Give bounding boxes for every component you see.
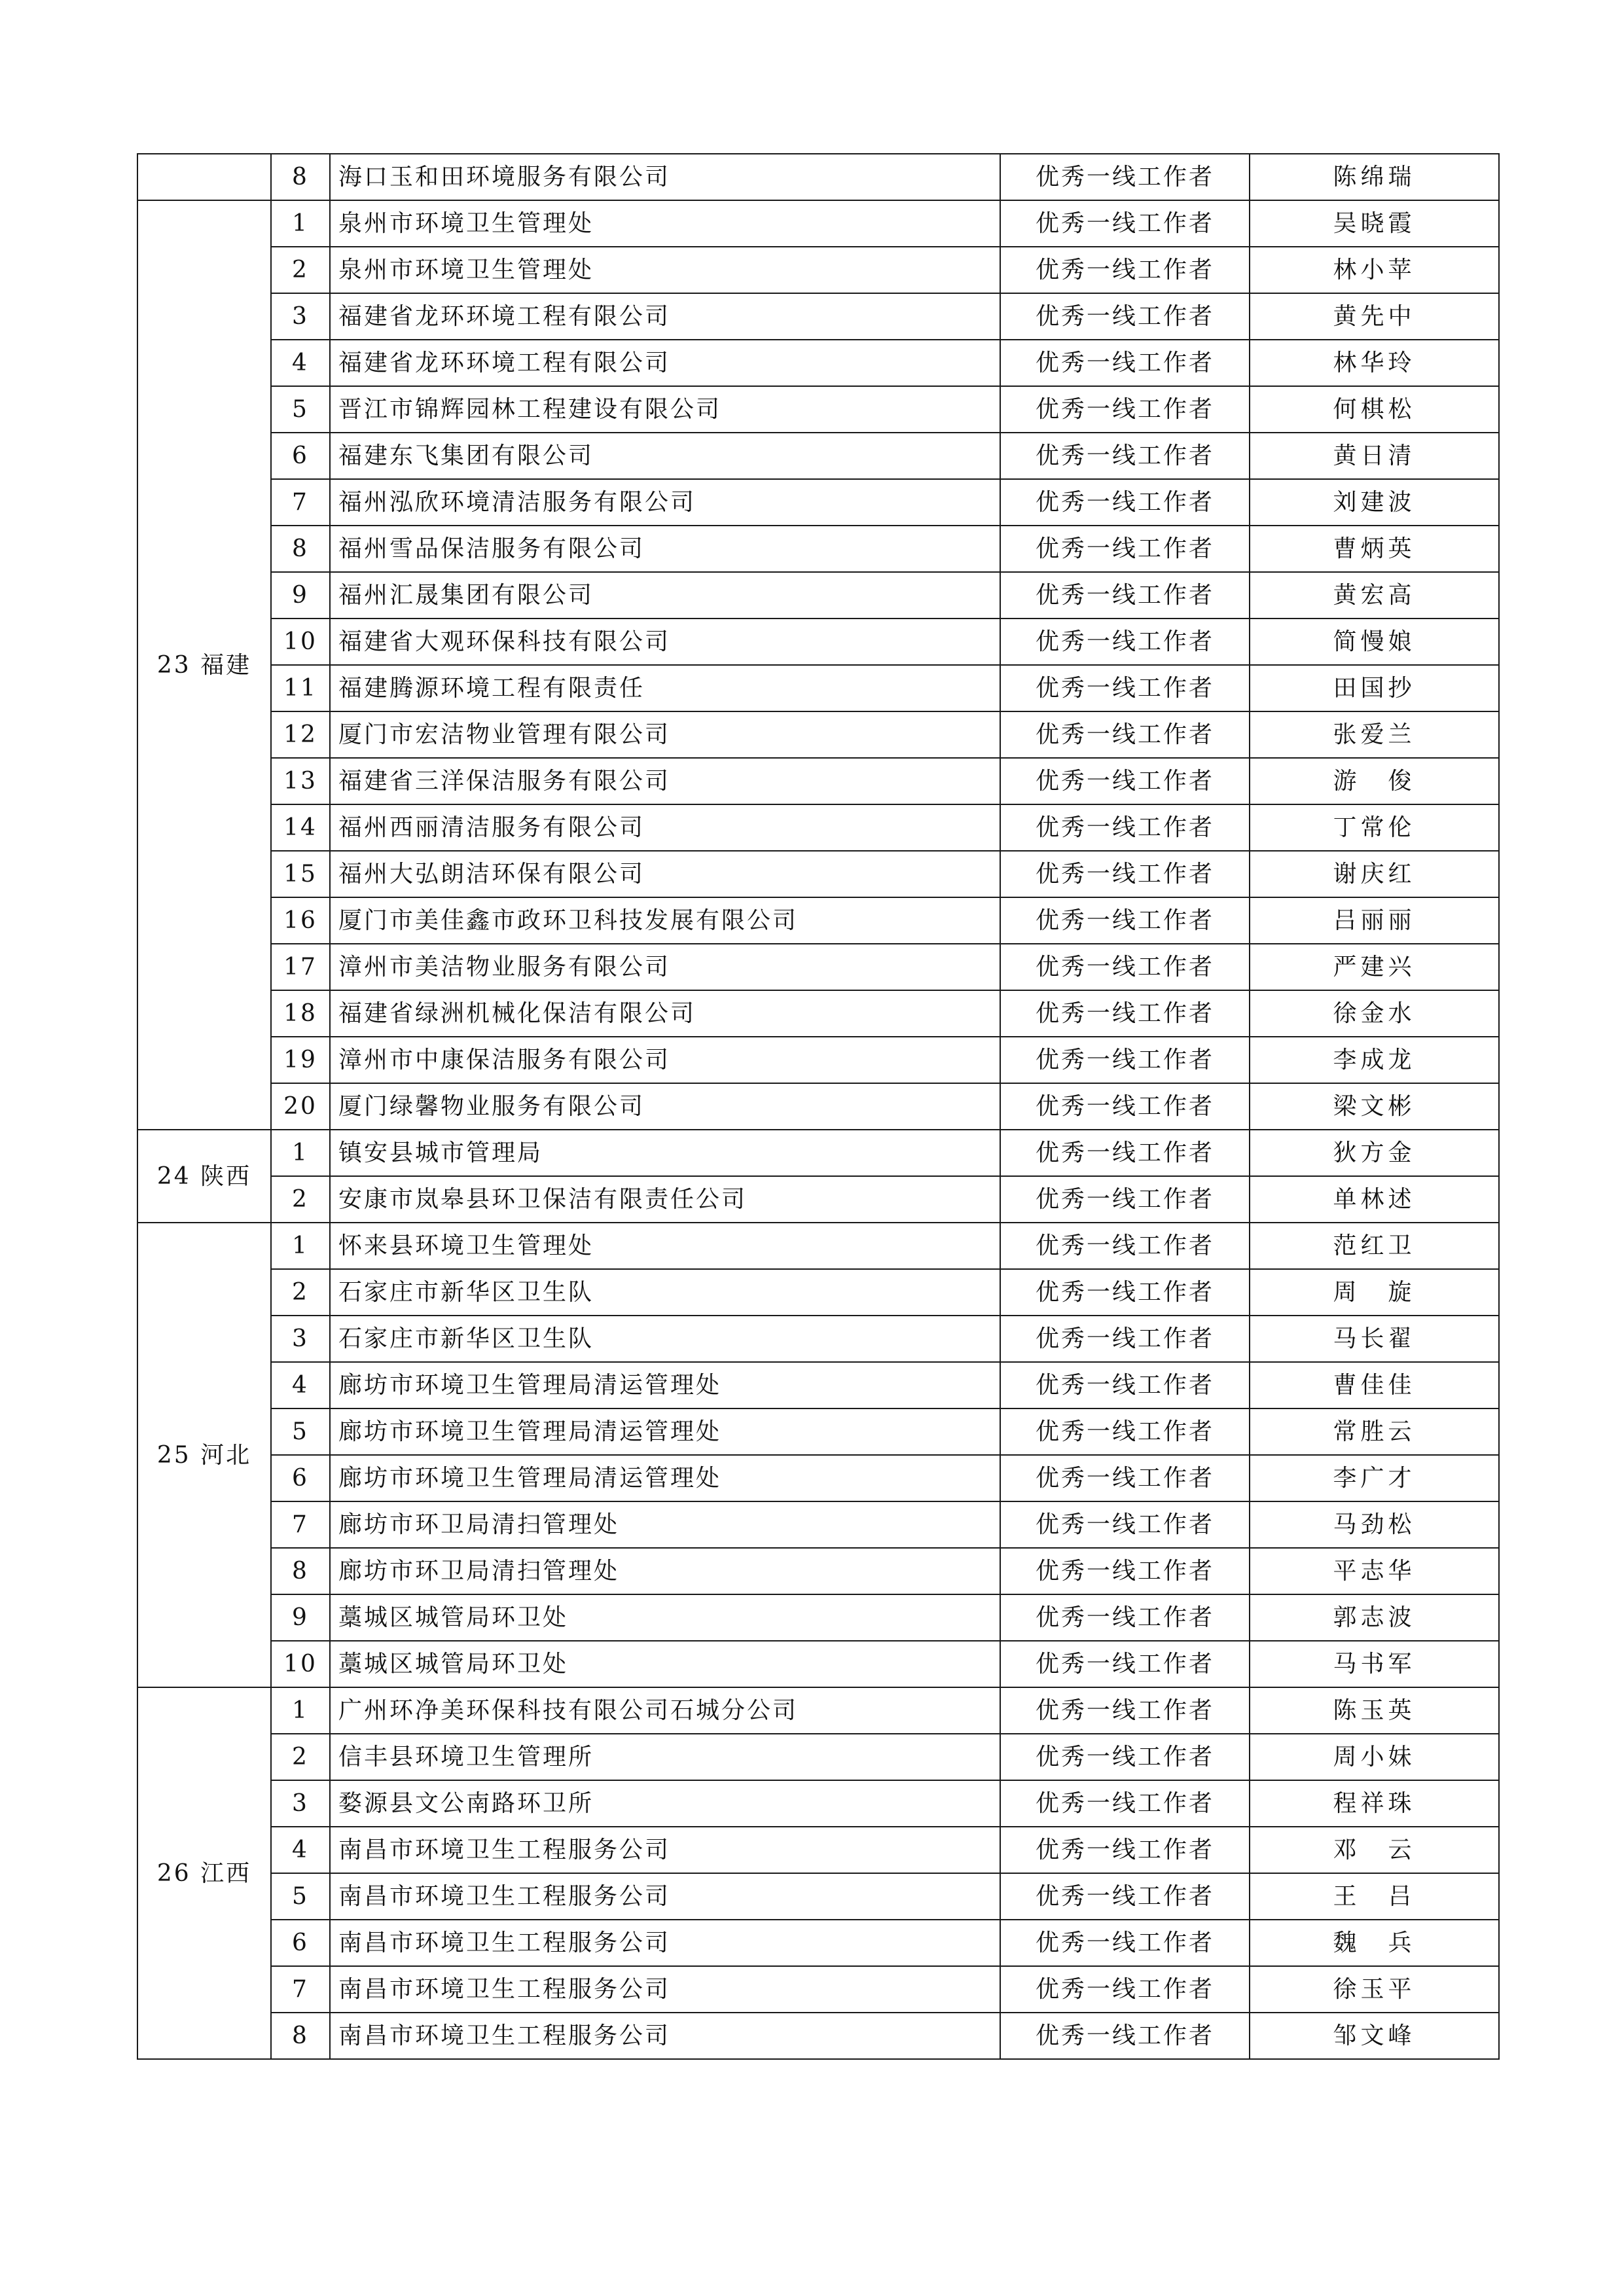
table-row (137, 804, 1499, 851)
row-number: 1 (271, 200, 330, 247)
table-row (137, 1083, 1499, 1130)
award-title: 优秀一线工作者 (1000, 944, 1250, 990)
organization-name: 廊坊市环卫局清扫管理处 (330, 1501, 1000, 1548)
award-title: 优秀一线工作者 (1000, 851, 1250, 897)
award-title: 优秀一线工作者 (1000, 990, 1250, 1037)
row-number: 7 (271, 479, 330, 526)
row-number: 6 (271, 1920, 330, 1966)
row-number: 3 (271, 1316, 330, 1362)
recipient-name: 陈绵瑞 (1250, 154, 1499, 200)
recipient-name: 丁常伦 (1250, 804, 1499, 851)
province-cell: 23 福建 (137, 200, 271, 1130)
organization-name: 南昌市环境卫生工程服务公司 (330, 1873, 1000, 1920)
row-number: 8 (271, 526, 330, 572)
table-row (137, 1687, 1499, 1734)
organization-name: 镇安县城市管理局 (330, 1130, 1000, 1176)
row-number: 1 (271, 1223, 330, 1269)
organization-name: 婺源县文公南路环卫所 (330, 1780, 1000, 1827)
organization-name: 南昌市环境卫生工程服务公司 (330, 1827, 1000, 1873)
recipient-name: 张爱兰 (1250, 711, 1499, 758)
province-cell (137, 154, 271, 200)
recipient-name: 郭志波 (1250, 1594, 1499, 1641)
table-row (137, 897, 1499, 944)
award-title: 优秀一线工作者 (1000, 1083, 1250, 1130)
award-title: 优秀一线工作者 (1000, 804, 1250, 851)
row-number: 5 (271, 1873, 330, 1920)
recipient-name: 陈玉英 (1250, 1687, 1499, 1734)
award-title: 优秀一线工作者 (1000, 1176, 1250, 1223)
organization-name: 福建东飞集团有限公司 (330, 433, 1000, 479)
award-title: 优秀一线工作者 (1000, 1734, 1250, 1780)
award-list-table (137, 153, 1500, 2060)
organization-name: 信丰县环境卫生管理所 (330, 1734, 1000, 1780)
row-number: 3 (271, 1780, 330, 1827)
table-row (137, 1641, 1499, 1687)
row-number: 17 (271, 944, 330, 990)
award-title: 优秀一线工作者 (1000, 526, 1250, 572)
organization-name: 藁城区城管局环卫处 (330, 1641, 1000, 1687)
organization-name: 福建腾源环境工程有限责任 (330, 665, 1000, 711)
organization-name: 福建省三洋保洁服务有限公司 (330, 758, 1000, 804)
row-number: 6 (271, 433, 330, 479)
organization-name: 福州西丽清洁服务有限公司 (330, 804, 1000, 851)
award-title: 优秀一线工作者 (1000, 154, 1250, 200)
table-row (137, 1548, 1499, 1594)
table-row (137, 1594, 1499, 1641)
recipient-name: 吕丽丽 (1250, 897, 1499, 944)
award-title: 优秀一线工作者 (1000, 1037, 1250, 1083)
organization-name: 藁城区城管局环卫处 (330, 1594, 1000, 1641)
row-number: 5 (271, 1408, 330, 1455)
award-title: 优秀一线工作者 (1000, 1269, 1250, 1316)
award-title: 优秀一线工作者 (1000, 1873, 1250, 1920)
row-number: 1 (271, 1130, 330, 1176)
award-title: 优秀一线工作者 (1000, 665, 1250, 711)
organization-name: 福建省大观环保科技有限公司 (330, 619, 1000, 665)
award-title: 优秀一线工作者 (1000, 1408, 1250, 1455)
row-number: 8 (271, 1548, 330, 1594)
recipient-name: 黄先中 (1250, 293, 1499, 340)
award-title: 优秀一线工作者 (1000, 2013, 1250, 2059)
row-number: 4 (271, 340, 330, 386)
award-title: 优秀一线工作者 (1000, 1687, 1250, 1734)
organization-name: 石家庄市新华区卫生队 (330, 1316, 1000, 1362)
organization-name: 厦门市宏洁物业管理有限公司 (330, 711, 1000, 758)
table-row (137, 1827, 1499, 1873)
recipient-name: 李广才 (1250, 1455, 1499, 1501)
recipient-name: 马书军 (1250, 1641, 1499, 1687)
organization-name: 泉州市环境卫生管理处 (330, 200, 1000, 247)
province-cell: 24 陕西 (137, 1130, 271, 1223)
award-title: 优秀一线工作者 (1000, 1501, 1250, 1548)
organization-name: 福建省龙环环境工程有限公司 (330, 340, 1000, 386)
organization-name: 廊坊市环境卫生管理局清运管理处 (330, 1362, 1000, 1408)
award-title: 优秀一线工作者 (1000, 433, 1250, 479)
award-title: 优秀一线工作者 (1000, 1827, 1250, 1873)
table-row (137, 1362, 1499, 1408)
table-row (137, 1037, 1499, 1083)
award-title: 优秀一线工作者 (1000, 1316, 1250, 1362)
table-row (137, 1455, 1499, 1501)
row-number: 2 (271, 1176, 330, 1223)
organization-name: 南昌市环境卫生工程服务公司 (330, 1920, 1000, 1966)
row-number: 13 (271, 758, 330, 804)
recipient-name: 魏 兵 (1250, 1920, 1499, 1966)
organization-name: 福州雪品保洁服务有限公司 (330, 526, 1000, 572)
table-row (137, 1780, 1499, 1827)
recipient-name: 梁文彬 (1250, 1083, 1499, 1130)
table-row (137, 711, 1499, 758)
province-cell: 26 江西 (137, 1687, 271, 2059)
recipient-name: 周 旋 (1250, 1269, 1499, 1316)
award-title: 优秀一线工作者 (1000, 711, 1250, 758)
row-number: 10 (271, 1641, 330, 1687)
table-row (137, 1920, 1499, 1966)
organization-name: 晋江市锦辉园林工程建设有限公司 (330, 386, 1000, 433)
province-cell: 25 河北 (137, 1223, 271, 1687)
recipient-name: 游 俊 (1250, 758, 1499, 804)
table-row (137, 2013, 1499, 2059)
organization-name: 南昌市环境卫生工程服务公司 (330, 1966, 1000, 2013)
organization-name: 福州大弘朗洁环保有限公司 (330, 851, 1000, 897)
recipient-name: 单林述 (1250, 1176, 1499, 1223)
row-number: 20 (271, 1083, 330, 1130)
award-title: 优秀一线工作者 (1000, 1966, 1250, 2013)
row-number: 8 (271, 154, 330, 200)
recipient-name: 简慢娘 (1250, 619, 1499, 665)
organization-name: 厦门市美佳鑫市政环卫科技发展有限公司 (330, 897, 1000, 944)
table-row (137, 990, 1499, 1037)
row-number: 2 (271, 1734, 330, 1780)
recipient-name: 马长翟 (1250, 1316, 1499, 1362)
organization-name: 福州泓欣环境清洁服务有限公司 (330, 479, 1000, 526)
table-row (137, 572, 1499, 619)
table-row (137, 1269, 1499, 1316)
table-row (137, 340, 1499, 386)
organization-name: 广州环净美环保科技有限公司石城分公司 (330, 1687, 1000, 1734)
row-number: 5 (271, 386, 330, 433)
table-row (137, 200, 1499, 247)
table-row (137, 1501, 1499, 1548)
organization-name: 厦门绿馨物业服务有限公司 (330, 1083, 1000, 1130)
recipient-name: 程祥珠 (1250, 1780, 1499, 1827)
row-number: 10 (271, 619, 330, 665)
recipient-name: 谢庆红 (1250, 851, 1499, 897)
row-number: 19 (271, 1037, 330, 1083)
award-title: 优秀一线工作者 (1000, 247, 1250, 293)
row-number: 9 (271, 1594, 330, 1641)
award-title: 优秀一线工作者 (1000, 200, 1250, 247)
row-number: 9 (271, 572, 330, 619)
award-title: 优秀一线工作者 (1000, 1223, 1250, 1269)
table-row (137, 1223, 1499, 1269)
organization-name: 漳州市美洁物业服务有限公司 (330, 944, 1000, 990)
row-number: 6 (271, 1455, 330, 1501)
award-title: 优秀一线工作者 (1000, 758, 1250, 804)
award-title: 优秀一线工作者 (1000, 1362, 1250, 1408)
award-title: 优秀一线工作者 (1000, 619, 1250, 665)
row-number: 15 (271, 851, 330, 897)
organization-name: 廊坊市环卫局清扫管理处 (330, 1548, 1000, 1594)
recipient-name: 曹佳佳 (1250, 1362, 1499, 1408)
organization-name: 海口玉和田环境服务有限公司 (330, 154, 1000, 200)
table-row (137, 1130, 1499, 1176)
award-title: 优秀一线工作者 (1000, 340, 1250, 386)
organization-name: 怀来县环境卫生管理处 (330, 1223, 1000, 1269)
award-title: 优秀一线工作者 (1000, 1780, 1250, 1827)
recipient-name: 曹炳英 (1250, 526, 1499, 572)
table-row (137, 1873, 1499, 1920)
award-title: 优秀一线工作者 (1000, 1920, 1250, 1966)
row-number: 7 (271, 1966, 330, 2013)
row-number: 16 (271, 897, 330, 944)
table-row (137, 944, 1499, 990)
table-row (137, 433, 1499, 479)
recipient-name: 何棋松 (1250, 386, 1499, 433)
award-title: 优秀一线工作者 (1000, 386, 1250, 433)
recipient-name: 周小妹 (1250, 1734, 1499, 1780)
row-number: 2 (271, 247, 330, 293)
table-row (137, 1316, 1499, 1362)
organization-name: 安康市岚皋县环卫保洁有限责任公司 (330, 1176, 1000, 1223)
award-title: 优秀一线工作者 (1000, 1548, 1250, 1594)
recipient-name: 徐金水 (1250, 990, 1499, 1037)
recipient-name: 林小苹 (1250, 247, 1499, 293)
award-title: 优秀一线工作者 (1000, 479, 1250, 526)
recipient-name: 邓 云 (1250, 1827, 1499, 1873)
recipient-name: 范红卫 (1250, 1223, 1499, 1269)
table-row (137, 1734, 1499, 1780)
organization-name: 福建省龙环环境工程有限公司 (330, 293, 1000, 340)
row-number: 4 (271, 1362, 330, 1408)
organization-name: 石家庄市新华区卫生队 (330, 1269, 1000, 1316)
row-number: 4 (271, 1827, 330, 1873)
table-row (137, 154, 1499, 200)
organization-name: 廊坊市环境卫生管理局清运管理处 (330, 1455, 1000, 1501)
organization-name: 南昌市环境卫生工程服务公司 (330, 2013, 1000, 2059)
award-title: 优秀一线工作者 (1000, 1641, 1250, 1687)
organization-name: 漳州市中康保洁服务有限公司 (330, 1037, 1000, 1083)
recipient-name: 田国抄 (1250, 665, 1499, 711)
organization-name: 福州汇晟集团有限公司 (330, 572, 1000, 619)
recipient-name: 常胜云 (1250, 1408, 1499, 1455)
award-list-body (137, 154, 1499, 2059)
organization-name: 廊坊市环境卫生管理局清运管理处 (330, 1408, 1000, 1455)
table-row (137, 758, 1499, 804)
recipient-name: 狄方金 (1250, 1130, 1499, 1176)
row-number: 1 (271, 1687, 330, 1734)
recipient-name: 吴晓霞 (1250, 200, 1499, 247)
row-number: 18 (271, 990, 330, 1037)
table-row (137, 386, 1499, 433)
organization-name: 泉州市环境卫生管理处 (330, 247, 1000, 293)
recipient-name: 林华玲 (1250, 340, 1499, 386)
recipient-name: 徐玉平 (1250, 1966, 1499, 2013)
recipient-name: 王 吕 (1250, 1873, 1499, 1920)
recipient-name: 马劲松 (1250, 1501, 1499, 1548)
row-number: 8 (271, 2013, 330, 2059)
award-title: 优秀一线工作者 (1000, 1594, 1250, 1641)
table-row (137, 247, 1499, 293)
table-row (137, 1966, 1499, 2013)
row-number: 3 (271, 293, 330, 340)
table-row (137, 479, 1499, 526)
organization-name: 福建省绿洲机械化保洁有限公司 (330, 990, 1000, 1037)
row-number: 12 (271, 711, 330, 758)
award-title: 优秀一线工作者 (1000, 572, 1250, 619)
recipient-name: 邹文峰 (1250, 2013, 1499, 2059)
award-title: 优秀一线工作者 (1000, 293, 1250, 340)
row-number: 11 (271, 665, 330, 711)
table-row (137, 665, 1499, 711)
recipient-name: 平志华 (1250, 1548, 1499, 1594)
recipient-name: 李成龙 (1250, 1037, 1499, 1083)
recipient-name: 严建兴 (1250, 944, 1499, 990)
table-row (137, 293, 1499, 340)
row-number: 2 (271, 1269, 330, 1316)
table-row (137, 526, 1499, 572)
recipient-name: 黄宏高 (1250, 572, 1499, 619)
table-row (137, 1408, 1499, 1455)
table-row (137, 851, 1499, 897)
row-number: 7 (271, 1501, 330, 1548)
recipient-name: 黄日清 (1250, 433, 1499, 479)
recipient-name: 刘建波 (1250, 479, 1499, 526)
award-title: 优秀一线工作者 (1000, 1455, 1250, 1501)
table-row (137, 1176, 1499, 1223)
award-title: 优秀一线工作者 (1000, 897, 1250, 944)
row-number: 14 (271, 804, 330, 851)
award-title: 优秀一线工作者 (1000, 1130, 1250, 1176)
table-row (137, 619, 1499, 665)
